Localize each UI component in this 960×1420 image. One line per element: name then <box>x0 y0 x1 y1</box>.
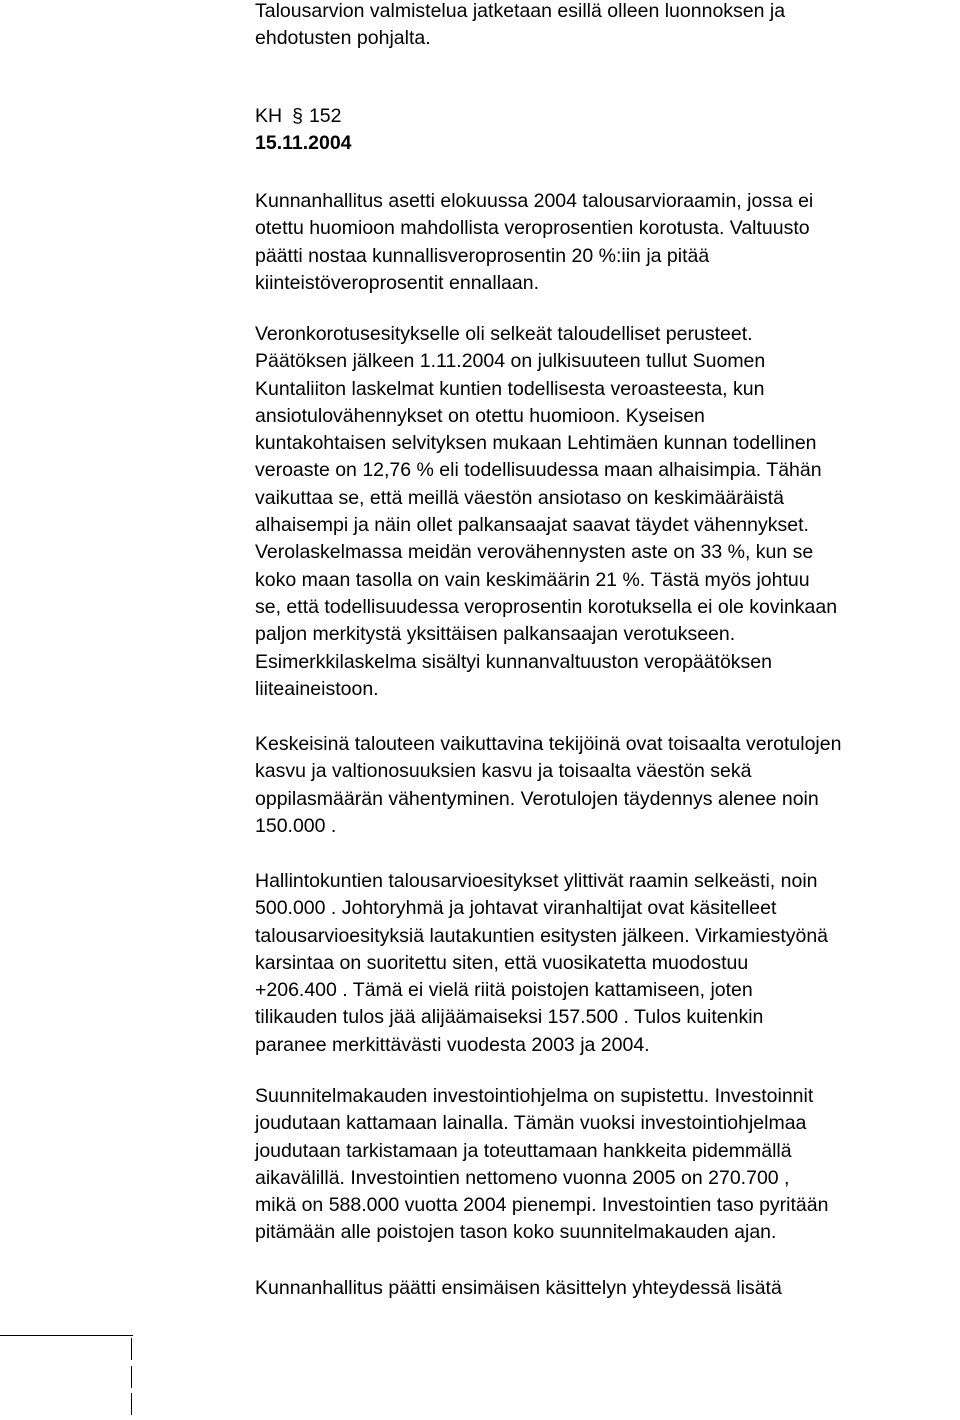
text-line: karsintaa on suoritettu siten, että vuosikatetta muodostuu <box>255 951 749 974</box>
body-paragraph <box>255 188 960 297</box>
text-line: +206.400 . Tämä ei vielä riitä poistojen kattamiseen, joten <box>255 979 753 1002</box>
text-line: Kunnanhallitus asetti elokuussa 2004 talousarvioraamin, jossa ei <box>255 190 814 212</box>
text-line: liiteaineistoon. <box>255 677 379 700</box>
body-paragraph <box>255 1083 960 1247</box>
meeting-date: 15.11.2004 <box>255 132 352 154</box>
text-line: vaikuttaa se, että meillä väestön ansiotaso on keskimääräistä <box>255 486 784 509</box>
text-line: mikä on 588.000 vuotta 2004 pienempi. Investointien taso pyritään <box>255 1194 829 1217</box>
text-line: Esimerkkilaskelma sisältyi kunnanvaltuuston veropäätöksen <box>255 650 772 673</box>
text-line: Suunnitelmakauden investointiohjelma on supistettu. Investoinnit <box>255 1085 814 1107</box>
margin-bar <box>131 1338 132 1360</box>
text-line: 500.000 . Johtoryhmä ja johtavat viranhaltijat ovat käsitelleet <box>255 897 777 920</box>
text-line: Talousarvion valmistelua jatketaan esillä olleen luonnoksen ja <box>255 0 786 22</box>
text-line: joudutaan tarkistamaan ja toteuttamaan hankkeita pidemmällä <box>255 1139 792 1162</box>
text-line: kiinteistöveroprosentit ennallaan. <box>255 271 540 294</box>
body-paragraph <box>255 321 960 703</box>
text-line: Hallintokuntien talousarvioesitykset ylittivät raamin selkeästi, noin <box>255 870 818 892</box>
intro-paragraph <box>255 0 960 53</box>
text-line: aikavälillä. Investointien nettomeno vuonna 2005 on 270.700 , <box>255 1166 790 1189</box>
text-line: talousarvioesityksiä lautakuntien esitysten jälkeen. Virkamiestyönä <box>255 924 829 947</box>
text-line: veroaste on 12,76 % eli todellisuudessa maan alhaisimpia. Tähän <box>255 459 822 482</box>
text-line: tilikauden tulos jää alijäämaiseksi 157.500 . Tulos kuitenkin <box>255 1006 764 1029</box>
text-line: Päätöksen jälkeen 1.11.2004 on julkisuuteen tullut Suomen <box>255 350 766 373</box>
text-line: ansiotulovähennykset on otettu huomioon. Kyseisen <box>255 404 705 427</box>
text-line: koko maan tasolla on vain keskimäärin 21 %. Tästä myös johtuu <box>255 568 810 591</box>
text-line: pitämään alle poistojen tason koko suunnitelmakauden ajan. <box>255 1221 777 1244</box>
text-line: paljon merkitystä yksittäisen palkansaajan verotukseen. <box>255 623 736 646</box>
text-line: Verolaskelmassa meidän verovähennysten aste on 33 %, kun se <box>255 541 814 564</box>
text-line: Kuntaliiton laskelmat kuntien todellisesta veroasteesta, kun <box>255 377 765 400</box>
body-paragraph <box>255 1275 960 1302</box>
body-paragraph <box>255 868 960 1059</box>
text-line: se, että todellisuudessa veroprosentin korotuksella ei ole kovinkaan <box>255 595 838 618</box>
text-line: Keskeisinä talouteen vaikuttavina tekijöinä ovat toisaalta verotulojen <box>255 733 842 755</box>
section-number: 152 <box>308 105 342 127</box>
text-line: kasvu ja valtionosuuksien kasvu ja toisaalta väestön sekä <box>255 760 752 783</box>
text-line: alhaisempi ja näin ollet palkansaajat saavat täydet vähennykset. <box>255 514 809 537</box>
text-line: 150.000 . <box>255 814 337 837</box>
margin-bar <box>131 1393 132 1415</box>
text-line: ehdotusten pohjalta. <box>255 27 431 50</box>
body-paragraph <box>255 731 960 840</box>
meeting-body: KH <box>255 105 283 127</box>
text-line: Veronkorotusesitykselle oli selkeät taloudelliset perusteet. <box>255 323 753 345</box>
text-line: joudutaan kattamaan lainalla. Tämän vuoksi investointiohjelmaa <box>255 1112 807 1135</box>
meeting-reference <box>255 103 342 130</box>
section-symbol: § <box>292 105 303 127</box>
text-line: otettu huomioon mahdollista veroprosentien korotusta. Valtuusto <box>255 217 810 240</box>
text-line: oppilasmäärän vähentyminen. Verotulojen täydennys alenee noin <box>255 787 819 810</box>
text-line: kuntakohtaisen selvityksen mukaan Lehtimäen kunnan todellinen <box>255 432 817 455</box>
text-line: paranee merkittävästi vuodesta 2003 ja 2004. <box>255 1033 650 1056</box>
margin-bar <box>131 1366 132 1388</box>
text-line: Kunnanhallitus päätti ensimäisen käsittelyn yhteydessä lisätä <box>255 1277 782 1299</box>
margin-rule <box>0 1335 133 1336</box>
text-line: päätti nostaa kunnallisveroprosentin 20 %:iin ja pitää <box>255 244 710 267</box>
